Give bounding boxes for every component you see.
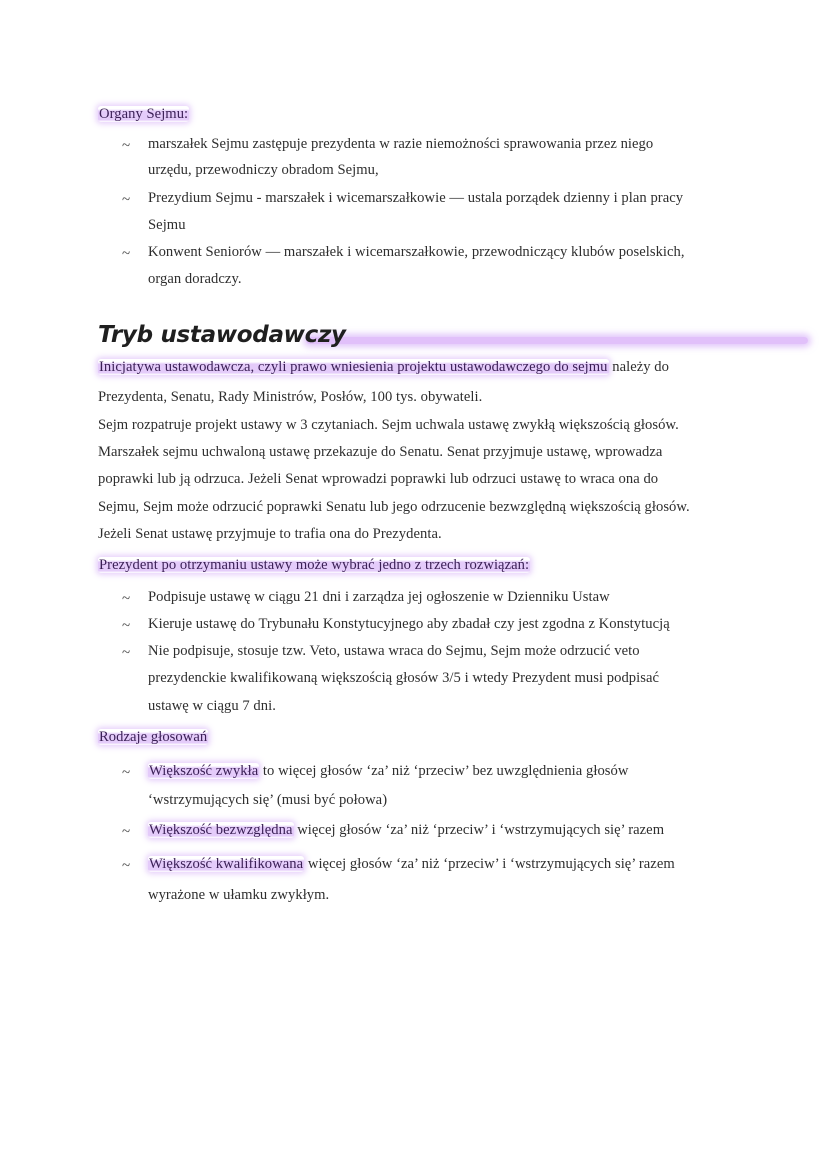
list-item-cont: wyrażone w ułamku zwykłym.	[148, 887, 330, 903]
list-item-cont: ustawę w ciągu 7 dni.	[148, 698, 276, 714]
paragraph-line: Jeżeli Senat ustawę przyjmuje to trafia ona do Prezydenta.	[98, 526, 442, 542]
list-item: Większość kwalifikowana więcej głosów ‘za’ niż ‘przeciw’ i ‘wstrzymujących się’ razem	[149, 856, 675, 872]
list-item-cont: organ doradczy.	[148, 271, 242, 287]
glosowania-heading: Rodzaje głosowań	[99, 729, 208, 745]
inicjatywa-rest: należy do	[608, 359, 670, 375]
term-highlight: Większość zwykła	[149, 763, 259, 779]
tilde-bullet-icon: ~	[122, 645, 131, 661]
paragraph-line: Sejmu, Sejm może odrzucić poprawki Senatu lub jego odrzucenie bezwzględną większością głosów.	[98, 499, 690, 515]
section-title: Tryb ustawodawczy	[98, 322, 346, 348]
list-item-cont: prezydenckie kwalifikowaną większością głosów 3/5 i wtedy Prezydent musi podpisać	[148, 670, 660, 686]
list-item: Nie podpisuje, stosuje tzw. Veto, ustawa wraca do Sejmu, Sejm może odrzucić veto	[148, 643, 640, 659]
paragraph-line: Marszałek sejmu uchwaloną ustawę przekazuje do Senatu. Senat przyjmuje ustawę, wprowadza	[98, 444, 663, 460]
tilde-bullet-icon: ~	[122, 138, 131, 154]
inicjatywa-highlight: Inicjatywa ustawodawcza, czyli prawo wniesienia projektu ustawodawczego do sejmu	[99, 359, 608, 375]
title-highlight-stroke	[306, 337, 808, 344]
tilde-bullet-icon: ~	[122, 765, 131, 781]
list-item-cont: urzędu, przewodniczy obradom Sejmu,	[148, 162, 379, 178]
tilde-bullet-icon: ~	[122, 858, 131, 874]
list-item: Większość zwykła to więcej głosów ‘za’ niż ‘przeciw’ bez uwzględnienia głosów	[149, 763, 629, 779]
term-highlight: Większość kwalifikowana	[149, 856, 304, 872]
list-item: Konwent Seniorów — marszałek i wicemarszałkowie, przewodniczący klubów poselskich,	[148, 244, 685, 260]
list-item-cont: ‘wstrzymujących się’ (musi być połowa)	[148, 792, 388, 808]
list-item: Kieruje ustawę do Trybunału Konstytucyjnego aby zbadał czy jest zgodna z Konstytucją	[148, 616, 670, 632]
list-item: marszałek Sejmu zastępuje prezydenta w razie niemożności sprawowania przez niego	[148, 136, 654, 152]
list-item-cont: Sejmu	[148, 217, 186, 233]
tilde-bullet-icon: ~	[122, 618, 131, 634]
paragraph-line: Prezydenta, Senatu, Rady Ministrów, Posłów, 100 tys. obywateli.	[98, 389, 483, 405]
list-item: Większość bezwzględna więcej głosów ‘za’ niż ‘przeciw’ i ‘wstrzymujących się’ razem	[149, 822, 665, 838]
organy-heading: Organy Sejmu:	[99, 106, 189, 122]
paragraph-line: Sejm rozpatruje projekt ustawy w 3 czytaniach. Sejm uchwala ustawę zwykłą większością głosów.	[98, 417, 679, 433]
prezydent-heading: Prezydent po otrzymaniu ustawy może wybrać jedno z trzech rozwiązań:	[99, 557, 530, 573]
inicjatywa-line	[98, 357, 669, 377]
tilde-bullet-icon: ~	[122, 192, 131, 208]
list-item: Prezydium Sejmu - marszałek i wicemarszałkowie — ustala porządek dzienny i plan pracy	[148, 190, 684, 206]
tilde-bullet-icon: ~	[122, 246, 131, 262]
list-item: Podpisuje ustawę w ciągu 21 dni i zarządza jej ogłoszenie w Dzienniku Ustaw	[148, 589, 610, 605]
paragraph-line: poprawki lub ją odrzuca. Jeżeli Senat wprowadzi poprawki lub odrzuci ustawę to wraca ona do	[98, 471, 659, 487]
tilde-bullet-icon: ~	[122, 824, 131, 840]
term-highlight: Większość bezwzględna	[149, 822, 293, 838]
tilde-bullet-icon: ~	[122, 591, 131, 607]
